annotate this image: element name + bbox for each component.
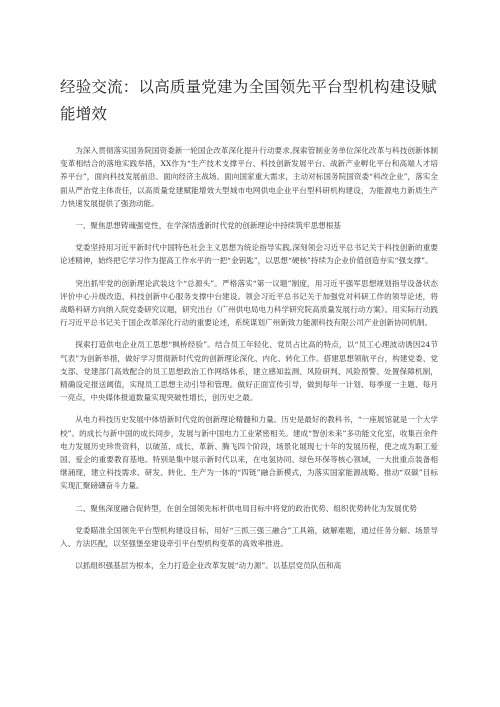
- body-paragraph: 突出抓牢党的创新理论武装这个“总源头”。严格落实“第一议题”制度，用习近平强军思想规划指导设备状态评价中心升级改造、科技创新中心服务支撑中台建设。领会习近平总书记关于加强党对科研工作的领导论述，将战略科研方向纳入院党委研究议题，研究出台《广州供电局电力科学研究院高质量发展行动方案》。用实际行动践行习近平总书记关于国企改革深化行动的重要论述，系统谋划广州新致力能源科技有限公司产业创新协同机制。: [60, 278, 438, 328]
- body-paragraph: 党委瞄准全国领先平台型机构建设目标，用好“三抓三强三融合”工具箱，破解难题，通过任务分解、场景导入、方法匹配，以坚强堡垒建设牵引平台型机构变革的高效率推进。: [60, 525, 438, 549]
- document-body: [60, 144, 438, 572]
- section-heading-2: 二、聚焦深度融合促转型，在创全国领先标杆供电局目标中将党的政治优势、组织优势转化为发展优势: [75, 503, 417, 513]
- document-title: 经验交流：以高质量党建为全国领先平台型机构建设赋能增效: [60, 78, 437, 123]
- section-heading-1: 一、聚焦思想铸魂强党性，在学深悟透新时代党的创新理论中持续筑牢思想根基: [75, 221, 341, 231]
- body-paragraph: 从电力科技历史发展中体悟新时代党的创新理论精髓和力量。历史是最好的教科书，“一座展馆就是一个大学校”。的成长与新中国的成长同步，发展与新中国电力工业紧密相关。建成“智创未来”多功能文化室，收集百余件电力发展历史珍贵资料，以破茧、成长、革新、腾飞四个阶段，场景化展现七十年的发展历程，使之成为职工爱国、爱企的重要教育基地。特别是集中展示新时代以来，在电氢协同、绿色环保等核心领域，一大批重点装备相继涌现，建立科技需求、研发、转化、生产为一体的“四链”融合新模式，为落实国家能源战略、推动“双碳”目标实现汇聚磅礴奋斗力量。: [60, 415, 438, 491]
- body-paragraph: 党委坚持用习近平新时代中国特色社会主义思想为统论指导实践,深刻领会习近平总书记关于科技创新的重要论述精神，始终把它学习作为提高工作水平的一把“金钥匙”，以思想“硬核”持续为企业价值创造夯实“强支撑”。: [60, 243, 438, 266]
- body-paragraph: 以抓组织强基层为根本，全力打造企业改革发展“动力源”。以基层党员队伍和高: [75, 561, 342, 571]
- intro-paragraph: 为深入贯彻落实国务院国资委新一轮国企改革深化提升行动要求,探索管制业务单位深化改革与科技创新体制变革相结合的落地实践举措，XX作为“生产技术支撑平台、科技创新发展平台、战新产业孵化平台和高端人才培养平台”，面向科技发展前沿、面向经济主战场、面向国家重大需求，主动对标国务院国资委“科改企业”，落实全面从严治党主体责任，以高质量党建赋能增效大型城市电网供电企业平台型科研机构建设，为能源电力新质生产力快速发展提供了强劲动能。: [60, 146, 438, 208]
- body-paragraph: 探索打造供电企业员工思想“枫桥经验”。结合员工年轻化、党员占比高的特点，以“员工心理波动诱因24节气表”为创新举措，做好学习贯彻新时代党的创新理论深化、内化、转化工作。搭建思想领航平台，构建党委、党支部、党建部门高效配合的员工思想政治工作网络体系，建立感知监测、风险研判、风险预警、处置保障机制，精确设定报送阈值，实现员工思想主动引导和管理。做好正面宣传引导，做到每年一计划、每季度一主题、每月一亮点，中央媒体报道数量实现突破性增长，创历史之最。: [60, 340, 438, 403]
